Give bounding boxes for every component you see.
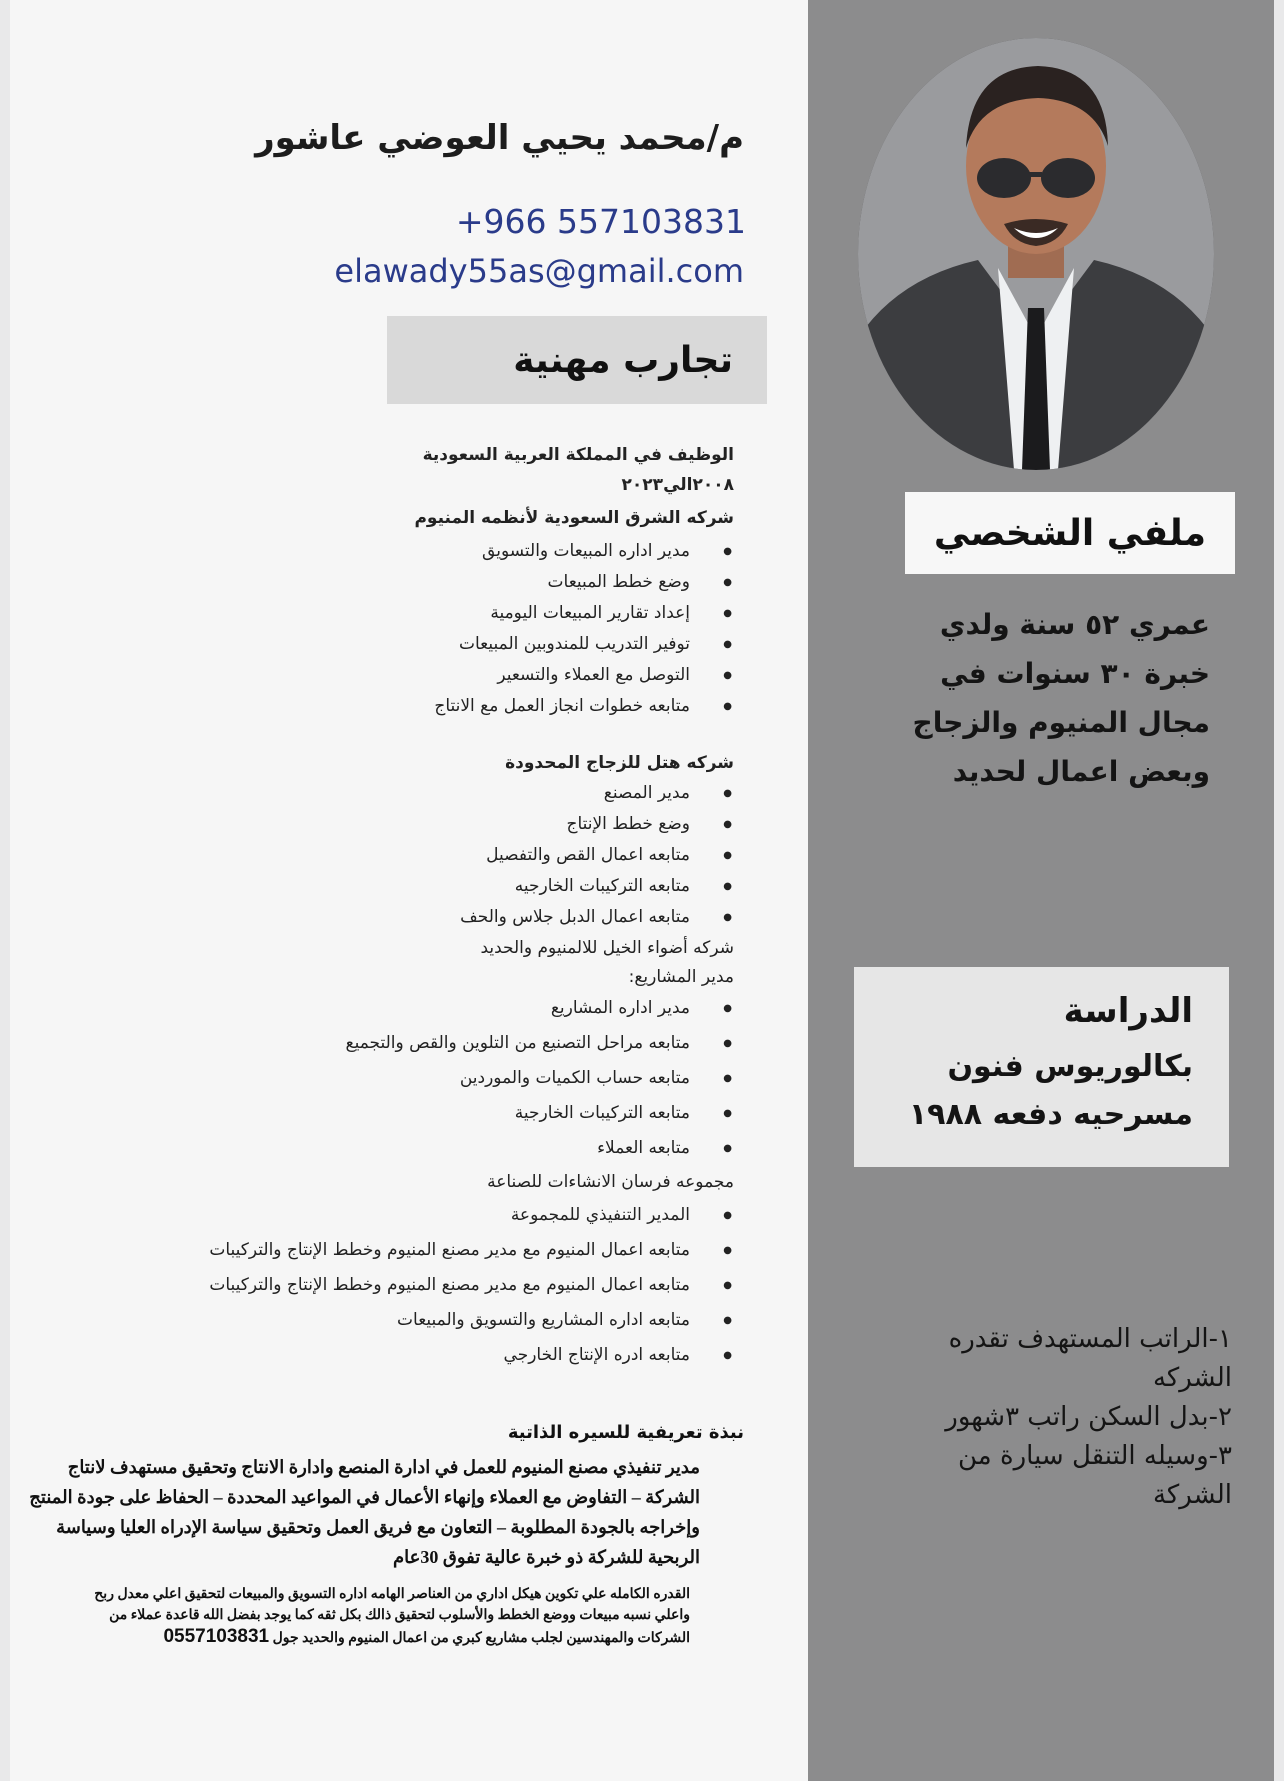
salary-line: ٣-وسيله التنقل سيارة من الشركة [957,1441,1232,1510]
profile-title: ملفي الشخصي [933,512,1207,554]
list-item: ● توفير التدريب للمندوبين المبيعات [20,629,734,660]
list-item: ● متابعه خطوات انجاز العمل مع الانتاج [20,691,734,722]
education-class: مسرحيه دفعه ١٩٨٨ [908,1097,1193,1132]
list-item: ● متابعه اعمال الدبل جلاس والحف [20,902,734,933]
education-title: الدراسة [1063,991,1193,1031]
salary-line: ١-الراتب المستهدف تقدره الشركه [948,1324,1232,1393]
education-box [854,967,1229,1167]
experience-intro: الوظيف في المملكة العربية السعودية [422,445,734,465]
company-duties [20,778,734,933]
bio-title: نبذة تعريفية للسيره الذاتية [507,1422,744,1443]
company-duties [20,536,734,722]
list-item: ● متابعه اعمال المنيوم مع مدير مصنع المنيوم وخطط الإنتاج والتركيبات [20,1268,734,1303]
salary-line: ٢-بدل السكن راتب ٣شهور [945,1402,1232,1432]
list-item: ● متابعه التركيبات الخارجيه [20,871,734,902]
list-item: ● إعداد تقارير المبيعات اليومية [20,598,734,629]
list-item: ● متابعه اعمال القص والتفصيل [20,840,734,871]
phone-number: +966 557103831 [455,202,746,241]
list-item: ● مدير المصنع [20,778,734,809]
company-name: شركه هتل للزجاج المحدودة [505,753,734,773]
profile-heading-box [905,492,1235,574]
list-item: ● المدير التنفيذي للمجموعة [20,1198,734,1233]
experience-section [20,440,734,1373]
profile-photo [858,38,1214,470]
profile-summary: عمري ٥٢ سنة ولدي خبرة ٣٠ سنوات في مجال المنيوم والزجاج وبعض اعمال لحديد [912,608,1210,788]
candidate-name: م/محمد يحيي العوضي عاشور [255,118,744,158]
list-item: ● وضع خطط الإنتاج [20,809,734,840]
bio-paragraph-secondary [90,1584,690,1649]
list-item: ● مدير اداره المبيعات والتسويق [20,536,734,567]
bio-paragraph: مدير تنفيذي مصنع المنيوم للعمل في ادارة المنصع وادارة الانتاج وتحقيق مستهدف لانتاج الشركة – التفاوض مع العملاء وإنهاء الأعمال في المواعيد المحددة – الحفاظ على جودة المنتج وإخراجه بالجودة المطلوبة – التعاون مع فريق العمل وتحقيق سياسة الإدراه العليا وسياسة الربحية للشركة ذو خبرة عالية تفوق 30عام [29,1457,700,1567]
bio-text: القدره الكامله علي تكوين هيكل اداري من العناصر الهامه اداره التسويق والمبيعات لتحقيق اعلي معدل ربح واعلي نسبه مبيعات ووضع الخطط والأسلوب لتحقيق ذالك بكل ثقه كما يوجد بفضل الله قاعدة عملاء من الشركات والمهندسين لجلب مشاريع كبري من اعمال المنيوم والحديد جول [94,1587,690,1646]
list-item: ● متابعه اعمال المنيوم مع مدير مصنع المنيوم وخطط الإنتاج والتركيبات [20,1233,734,1268]
education-degree: بكالوريوس فنون [947,1049,1193,1084]
experience-title: تجارب مهنية [513,339,733,381]
company-name: شركه أضواء الخيل للالمنيوم والحديد [480,938,734,958]
list-item: ● وضع خطط المبيعات [20,567,734,598]
list-item: ● متابعه مراحل التصنيع من التلوين والقص والتجميع [20,1026,734,1061]
experience-heading-box [387,316,767,404]
list-item: ● متابعه حساب الكميات والموردين [20,1061,734,1096]
company-duties [20,991,734,1166]
list-item: ● متابعه العملاء [20,1131,734,1166]
list-item: ● متابعه ادره الإنتاج الخارجي [20,1338,734,1373]
salary-expectations [880,1320,1232,1515]
list-item: ● متابعه التركيبات الخارجية [20,1096,734,1131]
email-address: elawady55as@gmail.com [334,252,744,290]
bio-phone: 0557103831 [163,1626,270,1647]
list-item: ● متابعه اداره المشاريع والتسويق والمبيعات [20,1303,734,1338]
list-item: ● مدير اداره المشاريع [20,991,734,1026]
company-name: شركه الشرق السعودية لأنظمه المنيوم [414,508,734,528]
list-item: ● التوصل مع العملاء والتسعير [20,660,734,691]
company-duties [20,1198,734,1373]
experience-years: ٢٠٠٨الي٢٠٢٣ [621,475,734,495]
company-role: مدير المشاريع: [628,967,734,987]
company-name: مجموعه فرسان الانشاءات للصناعة [487,1172,734,1192]
